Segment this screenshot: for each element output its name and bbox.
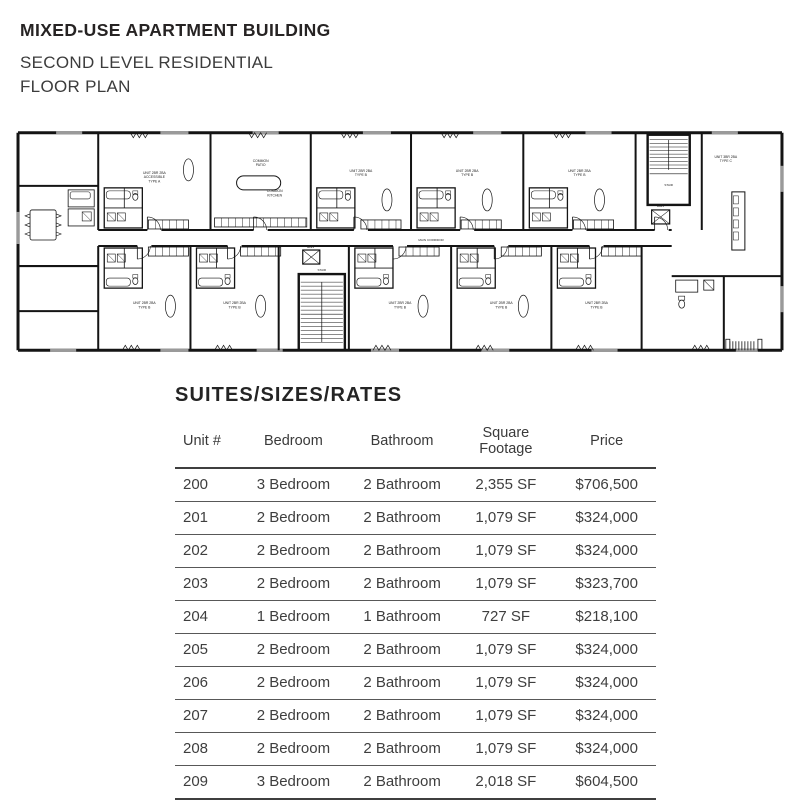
- svg-text:UNIT 2BR 2BATYPE B: UNIT 2BR 2BA TYPE B: [349, 168, 373, 178]
- table-cell: 2 Bathroom: [363, 509, 441, 526]
- table-cell: 2 Bathroom: [363, 641, 441, 658]
- table-cell: $324,000: [575, 509, 638, 526]
- rates-table: [175, 422, 656, 800]
- table-cell: 2,018 SF: [475, 773, 537, 790]
- svg-text:UNIT 2BR 2BATYPE B: UNIT 2BR 2BA TYPE B: [132, 301, 156, 310]
- corridor: [98, 217, 671, 259]
- table-cell: $604,500: [575, 773, 638, 790]
- table-cell: 2 Bedroom: [256, 575, 331, 592]
- table-cell: 203: [183, 575, 209, 592]
- common-rooms: [215, 133, 307, 227]
- table-cell: $706,500: [575, 476, 638, 493]
- unit-walls-bottom: [98, 246, 641, 350]
- table-cell: 2 Bedroom: [256, 674, 331, 691]
- table-cell: 1,079 SF: [475, 707, 537, 724]
- units-top: [104, 133, 613, 229]
- page-subtitle: [20, 51, 331, 99]
- table-row: [175, 700, 656, 733]
- table-row: [175, 535, 656, 568]
- column-header: Bedroom: [263, 433, 323, 449]
- column-header: Price: [590, 433, 624, 449]
- table-cell: 206: [183, 674, 209, 691]
- table-cell: 2 Bathroom: [363, 773, 441, 790]
- svg-text:MAIN CORRIDOR: MAIN CORRIDOR: [418, 238, 444, 242]
- table-cell: 3 Bedroom: [256, 773, 331, 790]
- rates-table-body: [175, 468, 656, 799]
- table-row: [175, 634, 656, 667]
- table-cell: 2,355 SF: [475, 476, 537, 493]
- table-row: [175, 568, 656, 601]
- table-cell: $324,000: [575, 674, 638, 691]
- header-row: [175, 422, 656, 468]
- svg-text:ELEV: ELEV: [657, 203, 665, 208]
- svg-text:COMMONKITCHEN: COMMON KITCHEN: [266, 188, 283, 198]
- table-row: [175, 601, 656, 634]
- table-cell: 2 Bathroom: [363, 542, 441, 559]
- table-cell: $324,000: [575, 740, 638, 757]
- table-cell: 200: [183, 476, 209, 493]
- building-outline: [18, 133, 782, 351]
- table-cell: 1,079 SF: [475, 509, 537, 526]
- svg-text:UNIT 2BR 2BATYPE B: UNIT 2BR 2BA TYPE B: [489, 301, 513, 310]
- table-cell: 2 Bathroom: [363, 740, 441, 757]
- table-cell: 1 Bathroom: [363, 608, 441, 625]
- table-cell: 1,079 SF: [475, 575, 537, 592]
- table-cell: 2 Bedroom: [256, 641, 331, 658]
- table-row: [175, 733, 656, 766]
- rates-section: [175, 384, 656, 800]
- svg-text:STAIR: STAIR: [317, 268, 327, 273]
- table-row: [175, 667, 656, 700]
- table-cell: 2 Bathroom: [363, 707, 441, 724]
- column-header: Unit #: [183, 433, 221, 449]
- table-cell: 2 Bathroom: [363, 575, 441, 592]
- table-cell: 202: [183, 542, 209, 559]
- svg-text:STAIR: STAIR: [664, 182, 673, 187]
- table-cell: 3 Bedroom: [256, 476, 331, 493]
- document-header: [20, 20, 331, 99]
- table-cell: 1,079 SF: [475, 740, 537, 757]
- column-header: Square Footage: [479, 425, 533, 457]
- table-cell: 209: [183, 773, 209, 790]
- svg-text:UNIT 2BR 2BATYPE B: UNIT 2BR 2BA TYPE B: [388, 301, 412, 310]
- table-cell: 2 Bathroom: [363, 476, 441, 493]
- unit-walls-top: [98, 133, 702, 230]
- left-wing: [18, 186, 98, 311]
- subtitle-line-1: SECOND LEVEL RESIDENTIAL: [20, 53, 274, 72]
- table-cell: 2 Bedroom: [256, 740, 331, 757]
- table-cell: 208: [183, 740, 209, 757]
- table-cell: $324,000: [575, 707, 638, 724]
- table-cell: 1 Bedroom: [256, 608, 331, 625]
- svg-text:COMMONPATIO: COMMON PATIO: [252, 158, 269, 168]
- table-cell: 727 SF: [481, 608, 531, 625]
- stairwell-top-right: [648, 135, 690, 224]
- table-cell: 1,079 SF: [475, 542, 537, 559]
- table-cell: $218,100: [575, 608, 638, 625]
- svg-text:UNIT 2BR 2BATYPE B: UNIT 2BR 2BA TYPE B: [568, 168, 591, 178]
- table-cell: 2 Bathroom: [363, 674, 441, 691]
- table-cell: 2 Bedroom: [256, 509, 331, 526]
- table-cell: $324,000: [575, 542, 638, 559]
- table-cell: $323,700: [575, 575, 638, 592]
- svg-text:UNIT 2BR 2BATYPE B: UNIT 2BR 2BA TYPE B: [455, 168, 479, 178]
- svg-text:UNIT 2BR 2BATYPE B: UNIT 2BR 2BA TYPE B: [223, 301, 246, 310]
- table-cell: 2 Bedroom: [256, 707, 331, 724]
- rates-heading: SUITES/SIZES/RATES: [175, 384, 403, 406]
- table-cell: 2 Bedroom: [256, 542, 331, 559]
- table-row: [175, 502, 656, 535]
- table-cell: 204: [183, 608, 209, 625]
- rates-table-header: [175, 422, 656, 468]
- table-row: [175, 766, 656, 800]
- subtitle-line-2: FLOOR PLAN: [20, 77, 131, 96]
- table-row: [175, 468, 656, 502]
- table-cell: 1,079 SF: [475, 641, 537, 658]
- column-header: Bathroom: [370, 433, 434, 449]
- floor-plan-drawing: [10, 124, 792, 358]
- table-cell: 201: [183, 509, 209, 526]
- page-title: MIXED-USE APARTMENT BUILDING: [20, 20, 331, 40]
- table-cell: 205: [183, 641, 209, 658]
- table-cell: 1,079 SF: [475, 674, 537, 691]
- unit-right: [672, 155, 782, 350]
- floor-plan-figure: [10, 124, 792, 358]
- units-bottom: [104, 247, 641, 350]
- table-cell: $324,000: [575, 641, 638, 658]
- svg-text:UNIT 2BR 2BAACCESSIBLETYPE A: UNIT 2BR 2BA ACCESSIBLE TYPE A: [142, 170, 166, 184]
- stairwell-center: [299, 245, 345, 350]
- svg-text:UNIT 2BR 2BATYPE B: UNIT 2BR 2BA TYPE B: [585, 301, 608, 310]
- svg-text:UNIT 3BR 2BATYPE C: UNIT 3BR 2BA TYPE C: [714, 154, 738, 164]
- table-cell: 207: [183, 707, 209, 724]
- svg-text:ELEV: ELEV: [307, 245, 315, 250]
